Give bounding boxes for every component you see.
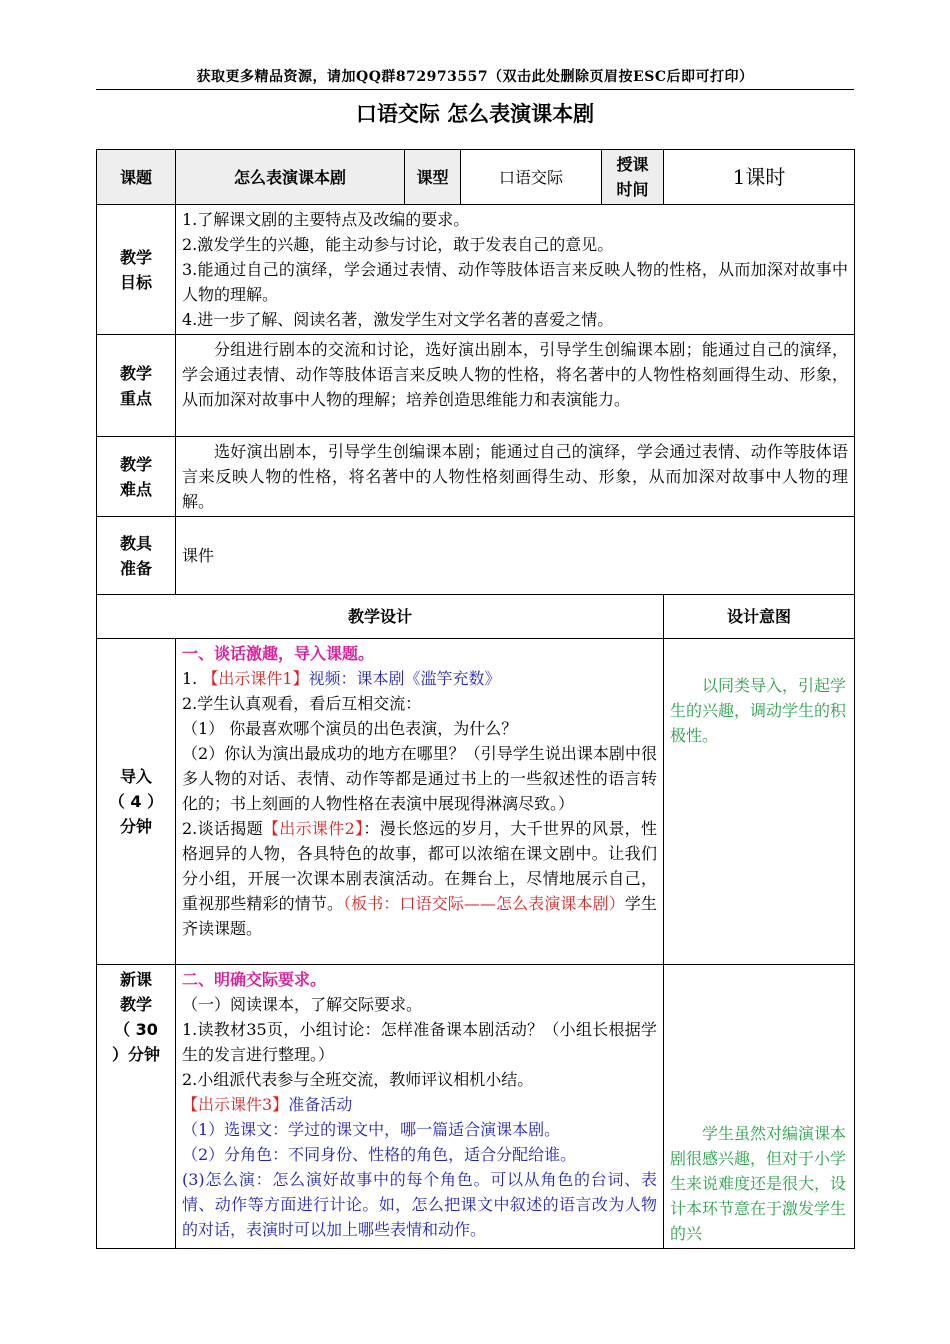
- goals-row: [97, 205, 855, 335]
- goals-label-line1: 教学: [119, 247, 152, 267]
- new-lesson-line: （2）分角色：不同身份、性格的角色，适合分配给谁。: [182, 1145, 577, 1164]
- lesson-plan-table: [96, 149, 855, 1249]
- difficulties-label-line2: 难点: [119, 479, 152, 499]
- header-divider: [96, 89, 854, 90]
- new-lesson-section-title: 二、明确交际要求。: [182, 970, 327, 989]
- goal-item: 4.进一步了解、阅读名著，激发学生对文学名著的喜爱之情。: [182, 310, 614, 329]
- difficulties-row: [97, 437, 855, 517]
- intro-line5-prefix: 2.谈话揭题: [182, 819, 263, 838]
- new-lesson-line: （一）阅读课本，了解交际要求。: [182, 995, 423, 1014]
- tools-label-line1: 教具: [119, 533, 152, 553]
- topic-label: 课题: [97, 150, 176, 205]
- time-label-line1: 授课: [616, 155, 649, 174]
- intro-line: （1） 你最喜欢哪个演员的出色表演，为什么？: [182, 719, 518, 738]
- new-lesson-line4-text: 准备活动: [288, 1095, 353, 1114]
- type-value: 口语交际: [461, 150, 602, 205]
- goals-label: [97, 205, 176, 335]
- design-header-row: [97, 595, 855, 639]
- intro-line1-prefix: 1.: [182, 669, 203, 688]
- intro-label-line1: 导入: [119, 767, 152, 786]
- tools-label: [97, 517, 176, 595]
- new-lesson-label-line2: 教学: [119, 995, 152, 1014]
- difficulties-label: [97, 437, 176, 517]
- new-lesson-content: [176, 965, 664, 1249]
- new-lesson-label-line1: 新课: [119, 970, 152, 989]
- intro-section-title: 一、谈话激趣，导入课题。: [182, 644, 375, 663]
- intro-line: [182, 816, 657, 941]
- tools-text: 课件: [176, 517, 855, 595]
- document-title: 口语交际 怎么表演课本剧: [355, 102, 595, 126]
- new-lesson-line: 1.读教材35页，小组讨论：怎样准备课本剧活动？（小组长根据学生的发言进行整理。）: [182, 1020, 657, 1064]
- goal-item: 2.激发学生的兴趣，能主动参与讨论，敢于发表自己的意见。: [182, 235, 614, 254]
- goal-item: 1.了解课文剧的主要特点及改编的要求。: [182, 210, 470, 229]
- page-header-note: 获取更多精品资源，请加QQ群872973557（双击此处删除页眉按ESC后即可打印）: [196, 69, 754, 85]
- new-lesson-line: (3)怎么演：怎么演好故事中的每个角色。可以从角色的台词、表情、动作等方面进行计论。如，怎么把课文中叙述的语言改为人物的对话，表演时可以加上哪些表情和动作。: [182, 1170, 657, 1239]
- time-label: [602, 150, 664, 205]
- new-lesson-label-line4: ）分钟: [111, 1045, 160, 1064]
- courseware-tag: 【出示课件3】: [182, 1095, 289, 1114]
- time-label-line2: 时间: [616, 180, 649, 199]
- goal-item: 3.能通过自己的演绎，学会通过表情、动作等肢体语言来反映人物的性格，从而加深对故事中人物的理解。: [182, 260, 848, 304]
- intro-line: （2）你认为演出最成功的地方在哪里？（引导学生说出课本剧中很多人物的对话、表情、动作等都是通过书上的一些叙述性的语言转化的；书上刻画的人物性格在表演中展现得淋漓尽致。）: [182, 744, 657, 813]
- intro-label-line3: 分钟: [119, 817, 152, 836]
- type-label: 课型: [405, 150, 461, 205]
- design-header: 教学设计: [97, 595, 664, 639]
- board-note: （板书：口语交际——怎么表演课本剧）: [343, 894, 625, 913]
- new-lesson-line: （1）选课文：学过的课文中，哪一篇适合演课本剧。: [182, 1120, 561, 1139]
- new-lesson-line: [182, 1092, 657, 1117]
- intro-intent: 以同类导入，引起学生的兴趣，调动学生的积极性。: [664, 639, 855, 965]
- difficulties-label-line1: 教学: [119, 454, 152, 474]
- key-points-label: [97, 335, 176, 437]
- intro-line5-end: 学生齐读课题。: [182, 894, 657, 938]
- intent-header: 设计意图: [664, 595, 855, 639]
- intro-line5-text: ：漫长悠远的岁月，大千世界的风景，性格迥异的人物，各具特色的故事，都可以浓缩在课文剧中。让我们分小组，开展一次课本剧表演活动。在舞台上，尽情地展示自己，重视那些精彩的情节。: [182, 819, 657, 913]
- goals-label-line2: 目标: [119, 272, 152, 292]
- tools-row: [97, 517, 855, 595]
- new-lesson-label-line3: （ 30: [114, 1020, 158, 1039]
- new-lesson-row: [97, 965, 855, 1249]
- topic-value: 怎么表演课本剧: [176, 150, 405, 205]
- intro-line1-text: 视频：课本剧《滥竽充数》: [308, 669, 501, 688]
- key-points-label-line1: 教学: [119, 363, 152, 383]
- intro-line: [182, 666, 657, 691]
- time-value: 1课时: [664, 150, 855, 205]
- courseware-tag: 【出示课件2】: [262, 819, 364, 838]
- new-lesson-intent: 学生虽然对编演课本剧很感兴趣，但对于小学生来说难度还是很大，设计本环节意在于激发学生的兴: [664, 965, 855, 1249]
- intro-label: [97, 639, 176, 965]
- intro-row: [97, 639, 855, 965]
- goals-content: [176, 205, 855, 335]
- difficulties-text: 选好演出剧本，引导学生创编课本剧；能通过自己的演绎，学会通过表情、动作等肢体语言来反映人物的性格，将名著中的人物性格刻画得生动、形象，从而加深对故事中人物的理解。: [176, 437, 855, 517]
- key-points-text: 分组进行剧本的交流和讨论，选好演出剧本，引导学生创编课本剧；能通过自己的演绎，学会通过表情、动作等肢体语言来反映人物的性格，将名著中的人物性格刻画得生动、形象，从而加深对故事中人物的理解；培养创造思维能力和表演能力。: [176, 335, 855, 437]
- new-lesson-line: 2.小组派代表参与全班交流，教师评议相机小结。: [182, 1070, 534, 1089]
- tools-label-line2: 准备: [119, 558, 152, 578]
- intro-line: 2.学生认真观看，看后互相交流：: [182, 694, 422, 713]
- key-points-label-line2: 重点: [119, 388, 152, 408]
- intro-label-line2: （ 4 ）: [108, 792, 164, 811]
- key-points-row: [97, 335, 855, 437]
- info-row: [97, 150, 855, 205]
- courseware-tag: 【出示课件1】: [202, 669, 309, 688]
- new-lesson-label: [97, 965, 176, 1249]
- intro-content: [176, 639, 664, 965]
